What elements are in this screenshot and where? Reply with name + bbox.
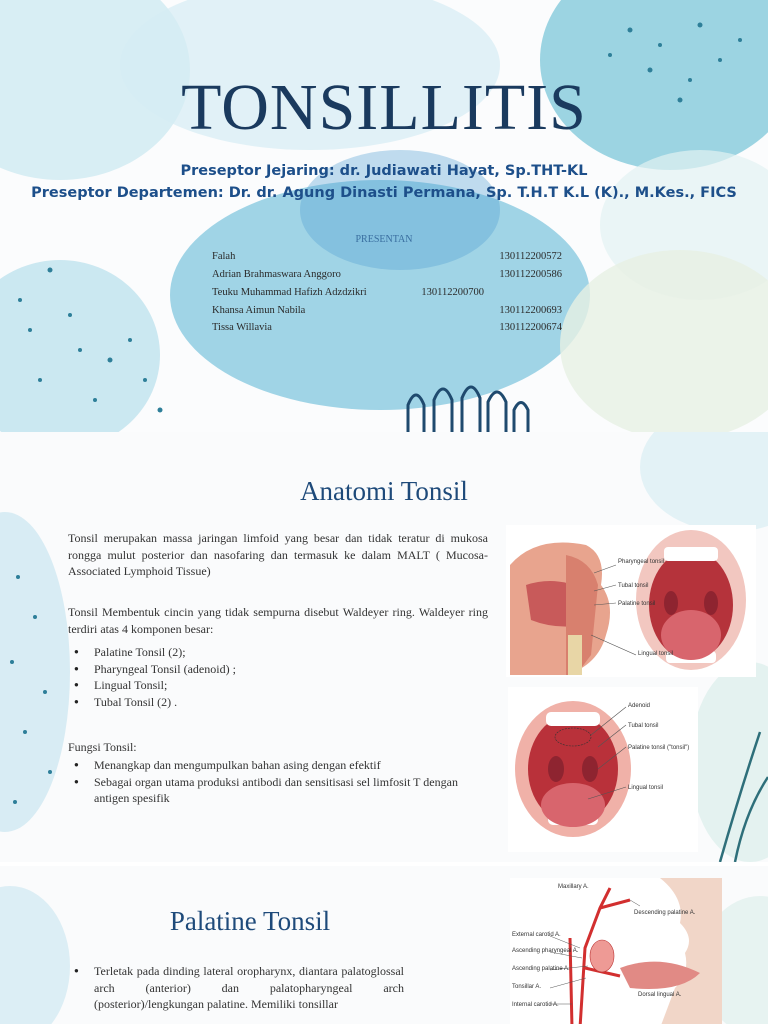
fungsi-label: Fungsi Tonsil: [68,740,137,754]
intro-paragraph: Tonsil merupakan massa jaringan limfoid yang besar dan tidak teratur di mukosa rongga mulut posterior dan nasofaring dan termasuk ke dalam MALT ( Mucosa-Associated Lymphoid Tissue) [68,531,488,578]
section-title: Palatine Tonsil [169,906,331,936]
presenter-row [212,287,562,301]
presenter-id: 130112200700 [421,287,484,298]
fungsi-list [68,757,493,807]
list-item: ● Lingual Tonsil; [68,677,488,694]
components-list [68,644,488,710]
figure-label: Descending palatine A. [634,910,696,916]
palatine-list [68,963,404,1013]
presenter-row [212,305,562,319]
hand-line-art [408,387,528,432]
palatine-artery-figure [510,878,722,1024]
presenter-id: 130112200572 [499,251,562,262]
presenter-name: Falah [212,251,236,262]
tonsil-mouth-figure [508,687,698,852]
presenter-id: 130112200693 [499,305,562,316]
waldeyer-paragraph: Tonsil Membentuk cincin yang tidak sempurna disebut Waldeyer ring. Waldeyer ring terdiri atas 4 komponen besar: [68,605,488,636]
presenter-name: Khansa Aimun Nabila [212,305,306,316]
leaf-line-art [720,732,768,862]
figure-label: Pharyngeal tonsil [618,559,665,565]
figure-label: Tubal tonsil [628,723,659,729]
list-item: ● Tubal Tonsil (2) . [68,694,488,711]
figure-label: Palatine tonsil ("tonsil") [628,745,690,751]
list-item: ● Terletak pada dinding lateral oropharynx, diantara palatoglossal arch (anterior) dan palatopharyngeal arch (posterior)/lengkungan palatine. Memiliki tonsillar [68,963,404,1013]
presenter-label: PRESENTAN [355,234,413,245]
presenter-name: Adrian Brahmaswara Anggoro [212,269,341,280]
presenter-id: 130112200674 [499,322,562,333]
preceptor-jejaring: Preseptor Jejaring: dr. Judiawati Hayat, Sp.THT-KL [180,163,588,179]
palatine-slide [0,866,768,1024]
mouth-diagram [508,687,698,852]
presenter-row [212,251,562,265]
presenter-row [212,322,562,336]
title-slide [0,0,768,432]
presenter-name: Tissa Willavia [212,322,272,333]
figure-label: External carotid A. [512,932,561,938]
figure-label: Ascending palatine A. [512,966,570,972]
anatomy-slide [0,432,768,862]
artery-diagram [510,878,722,1024]
figure-label: Lingual tonsil [638,651,674,657]
presenter-row [212,269,562,283]
list-item: ● Palatine Tonsil (2); [68,644,488,661]
figure-label: Adenoid [628,703,651,709]
section-title: Anatomi Tonsil [300,476,468,506]
list-item: ● Sebagai organ utama produksi antibodi dan sensitisasi sel limfosit T dengan antigen spesifik [68,774,493,807]
figure-label: Tonsillar A. [512,984,542,990]
figure-label: Lingual tonsil [628,785,664,791]
figure-label: Maxillary A. [558,884,589,890]
decorative-dots [0,0,768,432]
presenter-id: 130112200586 [499,269,562,280]
preceptor-departemen: Preseptor Departemen: Dr. dr. Agung Dinasti Permana, Sp. T.H.T K.L (K)., M.Kes., FICS [31,185,737,201]
presenter-name: Teuku Muhammad Hafizh Adzdzikri [212,287,367,298]
presentation-title: TONSILLITIS [181,71,587,144]
figure-label: Palatine tonsil [618,601,656,607]
figure-label: Ascending pharyngeal A. [512,948,579,954]
figure-label: Internal carotid A. [512,1002,559,1008]
figure-label: Tubal tonsil [618,583,649,589]
figure-label: Dorsal lingual A. [638,992,682,998]
tonsil-anatomy-figure [506,525,756,677]
list-item: ● Menangkap dan mengumpulkan bahan asing dengan efektif [68,757,493,774]
sagittal-diagram [506,525,756,677]
list-item: ● Pharyngeal Tonsil (adenoid) ; [68,661,488,678]
